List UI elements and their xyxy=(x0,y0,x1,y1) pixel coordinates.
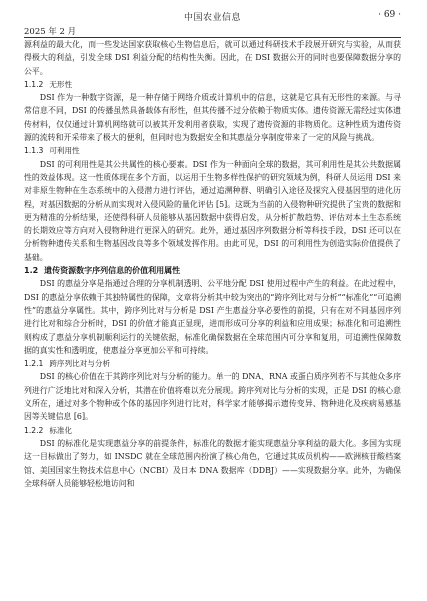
paragraph: 源利益的最大化，而一些发达国家获取核心生物信息后，就可以通过科研技术手段展开研究与实验，从而获得极大的利益，引发全球 DSI 利益分配的结构性失衡。因此，在 DSI 数据公开的同时也要保障数据分享的公平。 xyxy=(24,40,401,76)
section-title: 遗传资源数字序列信息的价值利用属性 xyxy=(44,266,181,276)
section-title: 可利用性 xyxy=(49,146,80,156)
section-heading-1-2-2 xyxy=(24,424,401,437)
section-heading-1-1-2 xyxy=(24,78,401,91)
issue-date: 2025 年 2 月 xyxy=(24,27,77,37)
section-heading-1-2-1 xyxy=(24,357,401,370)
running-header xyxy=(24,6,401,37)
journal-name: 中国农业信息 xyxy=(183,13,241,23)
section-title: 无形性 xyxy=(49,79,73,89)
section-heading-1-1-3 xyxy=(24,144,401,157)
paragraph: DSI 的惠益分享是指通过合理的分享机制透明、公平地分配 DSI 使用过程中产生的利益。在此过程中，DSI 的惠益分享依赖于其独特属性的保障，文章将分析其中较为突出的“跨序列比对与分析”“标准化”“可追溯性”的惠益分享属性。其中，跨序列比对与分析是 DSI 产生惠益分享必要性的前提，只有在对不同基因序列进行比对和综合分析时，DSI 的价值才能真正显现，进而形成可分享的利益和应用成果；标准化和可追溯性则构成了惠益分享机制顺利运行的关键依据，标准化确保数据在全球范围内可分享和复用，可追溯性保障数据的真实性和透明度，使惠益分享更加公平和可持续。 xyxy=(24,279,401,355)
page-number: · 69 · xyxy=(378,10,401,20)
section-number: 1.2 xyxy=(24,266,39,276)
section-heading-1-2 xyxy=(24,264,401,277)
section-number: 1.2.2 xyxy=(24,425,44,435)
paragraph: DSI 作为一种数字资源，是一种存储于网络介质或计算机中的信息，这就是它具有无形性的来源。与寻常信息不同，DSI 的传播虽然具备载体有形性，但其传播不过分依赖于物质实体。遗传资源无需经过实体遗传材料，仅仅通过计算机网络就可以被其开发利用者获取，实现了遗传资源的非物质化。这种性质为遗传资源的流转和开采带来了极大的便利，但同时也为数据安全和其惠益分享制度带来了一定的风险与挑战。 xyxy=(24,93,401,143)
section-number: 1.1.3 xyxy=(24,146,44,156)
section-title: 跨序列比对与分析 xyxy=(49,359,111,369)
paragraph: DSI 的可利用性是其公共属性的核心要素。DSI 作为一种面向全球的数据，其可利用性是其公共数据属性的效益体现。这一性质体现在多个方面，以运用于生物多样性保护的研究领域为例，科研人员运用 DSI 来对非原生物种在生态系统中的入侵潜力进行评估，通过追溯种群、明确引入途径及探究入侵基因型的进化历程，对基因数据的分析从而实现对入侵风险的量化评估 [5]。这既为当前的入侵物种研究提供了宝贵的数据和更为精准的分析结果，还使得科研人员能够从基因数据中获得启发，从分析扩散趋势、评估对本土生态系统的长期效应等方向对入侵物种进行更深入的研究。此外，通过基因序列数据分析等科技手段，DSI 还可以在分析物种遗传关系和生物基因改良等多个领域发挥作用。由此可见，DSI 的可利用性为创造实际价值提供了基础。 xyxy=(24,159,401,262)
section-number: 1.1.2 xyxy=(24,79,44,89)
article-body xyxy=(24,38,401,490)
section-number: 1.2.1 xyxy=(24,359,44,369)
paragraph: DSI 的核心价值在于其跨序列比对与分析的能力。单一的 DNA、RNA 或蛋白质序列若不与其他众多序列进行广泛地比对和深入分析，其潜在价值将难以充分展现。跨序列对比与分析的实现，正是 DSI 的核心意义所在，通过对多个物种或个体的基因序列进行比对，科学家才能够揭示遗传变异、物种进化及疾病易感基因等关键信息 [6]。 xyxy=(24,372,401,422)
paragraph: DSI 的标准化是实现惠益分享的前提条件，标准化的数据才能实现惠益分享利益的最大化。多国为实现这一目标做出了努力，如 INSDC 就在全球范围内扮演了核心角色，它通过其成员机构——欧洲核苷酸档案馆、美国国家生物技术信息中心（NCBI）及日本 DNA 数据库（DDBJ）——实现数据分享。此外，为确保全球科研人员能够轻松地访问和 xyxy=(24,438,401,488)
section-title: 标准化 xyxy=(49,425,73,435)
